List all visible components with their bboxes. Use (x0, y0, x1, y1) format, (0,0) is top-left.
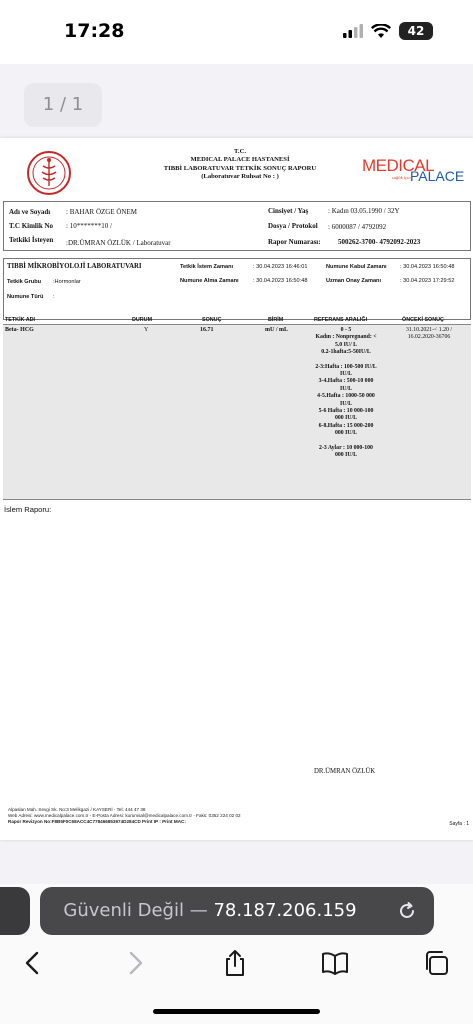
gender-label: Cinsiyet / Yaş (268, 207, 309, 215)
ref-line: 2-3 Aylar : 10 000-100 (319, 444, 373, 451)
ref-line: 6-8.Hafta : 15 000-200 (318, 422, 374, 429)
ref-line: 5.0 IU/ L (334, 341, 358, 348)
brand-word-medical: MEDICAL (362, 156, 435, 175)
tc-value: : 10*******10 / (66, 222, 112, 230)
ministry-logo-icon (26, 150, 72, 196)
lab-title: TIBBİ MİKROBİYOLOJİ LABORATUVARI (7, 263, 142, 270)
address-text[interactable] (40, 887, 380, 935)
ref-line: 3-4.Hafta : 500-10 000 (318, 378, 374, 385)
islem-raporu-label: İslem Raporu: (4, 505, 52, 514)
ref-line: 4-5.Hafta : 1000-50 000 (317, 393, 375, 400)
col-status: DURUM (132, 317, 153, 323)
group-label: Tetkik Grubu (7, 279, 42, 285)
status-bar (0, 0, 473, 64)
status-icons (343, 22, 433, 40)
ref-line: 2-3:Hafta : 100-500 IU/L (315, 363, 377, 370)
gender-value: : Kadın 03.05.1990 / 32Y (328, 207, 400, 215)
medical-palace-logo (362, 156, 465, 184)
request-time-value: : 30.04.2023 16:46:01 (253, 264, 308, 270)
col-unit: BİRİM (268, 317, 284, 323)
report-number-label: Rapor Numarası: (268, 238, 321, 246)
collect-time-label: Numune Alma Zamanı (180, 278, 239, 284)
bookmarks-icon[interactable] (320, 948, 350, 978)
ref-line: 0.2-1hafta:5-50IU/L (321, 349, 371, 356)
ref-line: IU/L (340, 400, 352, 407)
address-host: 78.187.206.159 (213, 900, 357, 921)
col-test: TETKİK ADI (5, 317, 36, 323)
tabs-icon[interactable] (421, 948, 451, 978)
reference-range (303, 327, 389, 460)
page-counter: 1 / 1 (24, 83, 102, 127)
report-footer (8, 807, 241, 826)
file-label: Dosya / Protokol (268, 222, 318, 230)
result-unit: mU / mL (265, 327, 288, 333)
sample-label: Numune Türü (7, 294, 44, 300)
page-number: Sayfa : 1 (449, 821, 469, 827)
brand-word-palace: PALACE (410, 168, 465, 184)
header-line-hospital: MEDICAL PALACE HASTANESİ (190, 156, 290, 164)
header-line-tc: T.C. (234, 148, 246, 155)
ref-line: 000 IU/L (334, 452, 358, 459)
sample-value: : (53, 294, 55, 300)
previous-tab-pill[interactable] (0, 887, 30, 935)
request-time-label: Tetkik İstem Zamanı (180, 264, 234, 270)
report-header (110, 148, 370, 182)
accept-time-label: Numune Kabul Zamanı (326, 264, 387, 270)
footer-revision: Rapor Revizyon No:F8B5F0C68ACC4C778466853974D284CD Print IP : Print MAC: (8, 819, 186, 825)
ref-line: Kadın : Nonpregnand: < (315, 334, 377, 341)
footer-address: Alpaslan Mah. Sevgi Sk. No:3 Melikgazi / KAYSERİ - Tel: 444 47 38 (8, 807, 146, 812)
header-line-title: TIBBİ LABORATUVAR TETKİK SONUÇ RAPORU (163, 164, 317, 172)
requester-value: :DR.ÜMRAN ÖZLÜK / Laboratuvar (66, 239, 171, 247)
back-icon[interactable] (18, 948, 48, 978)
battery-icon: 42 (399, 22, 433, 40)
approve-time-value: : 30.04.2023 17:29:52 (400, 278, 455, 284)
name-label: Adı ve Soyadı (9, 208, 51, 216)
ref-line: IU/L (340, 385, 352, 392)
prev-line: 16.02.2020-36706 (407, 334, 451, 341)
home-indicator (153, 1009, 320, 1014)
brand-tagline: sağlık için (392, 175, 411, 180)
name-value: : BAHAR ÖZGE ÖNEM (66, 208, 137, 216)
ref-line: IU/L (340, 371, 352, 378)
tc-label: T.C Kimlik No (9, 222, 54, 230)
address-separator: — (183, 900, 214, 921)
header-line-license: (Laboratuvar Ruhsat No : ) (201, 173, 279, 181)
insecure-label: Güvenli Değil (63, 900, 184, 921)
accept-time-value: : 30.04.2023 16:50:48 (400, 264, 455, 270)
previous-results (386, 327, 472, 342)
result-test-name: Beta- HCG (5, 327, 34, 333)
ref-line: 000 IU/L (334, 430, 358, 437)
collect-time-value: : 30.04.2023 16:50:48 (253, 278, 308, 284)
file-value: : 6000087 / 4792092 (328, 223, 387, 231)
footer-web: Web Adresi: www.medicalpalace.com.tr - E-Posta Adresi: kurumsal@medicalpalace.com.tr - Faks: 0352 224 02 02 (8, 813, 241, 819)
ref-line: 000 IU/L (334, 415, 358, 422)
cellular-signal-icon (343, 24, 363, 38)
reload-icon[interactable] (396, 900, 418, 922)
doctor-signature: DR.ÜMRAN ÖZLÜK (314, 768, 376, 775)
col-previous: ÖNCEKİ SONUÇ (402, 317, 444, 323)
table-row (3, 324, 471, 500)
requester-label: Tetkiki İsteyen (9, 236, 54, 244)
report-page (0, 138, 473, 840)
col-reference: REFERANS ARALIĞI (314, 317, 368, 323)
ref-line: 5-6 Hafta : 10 000-100 (318, 408, 374, 415)
status-time: 17:28 (64, 20, 125, 42)
result-value: 16.71 (200, 327, 214, 333)
report-number-value: 500262-3700- 4792092-2023 (338, 238, 421, 246)
result-status: Y (144, 327, 149, 333)
prev-line: 31.10.2021-< 1.20 / (406, 327, 452, 333)
approve-time-label: Uzman Onay Zamanı (326, 278, 382, 284)
wifi-icon (371, 24, 391, 39)
group-value: :Hormonlar (53, 279, 81, 285)
ref-line: 0 - 5 (340, 327, 352, 333)
col-result: SONUÇ (202, 317, 222, 323)
share-icon[interactable] (220, 948, 250, 978)
forward-icon[interactable] (120, 948, 150, 978)
